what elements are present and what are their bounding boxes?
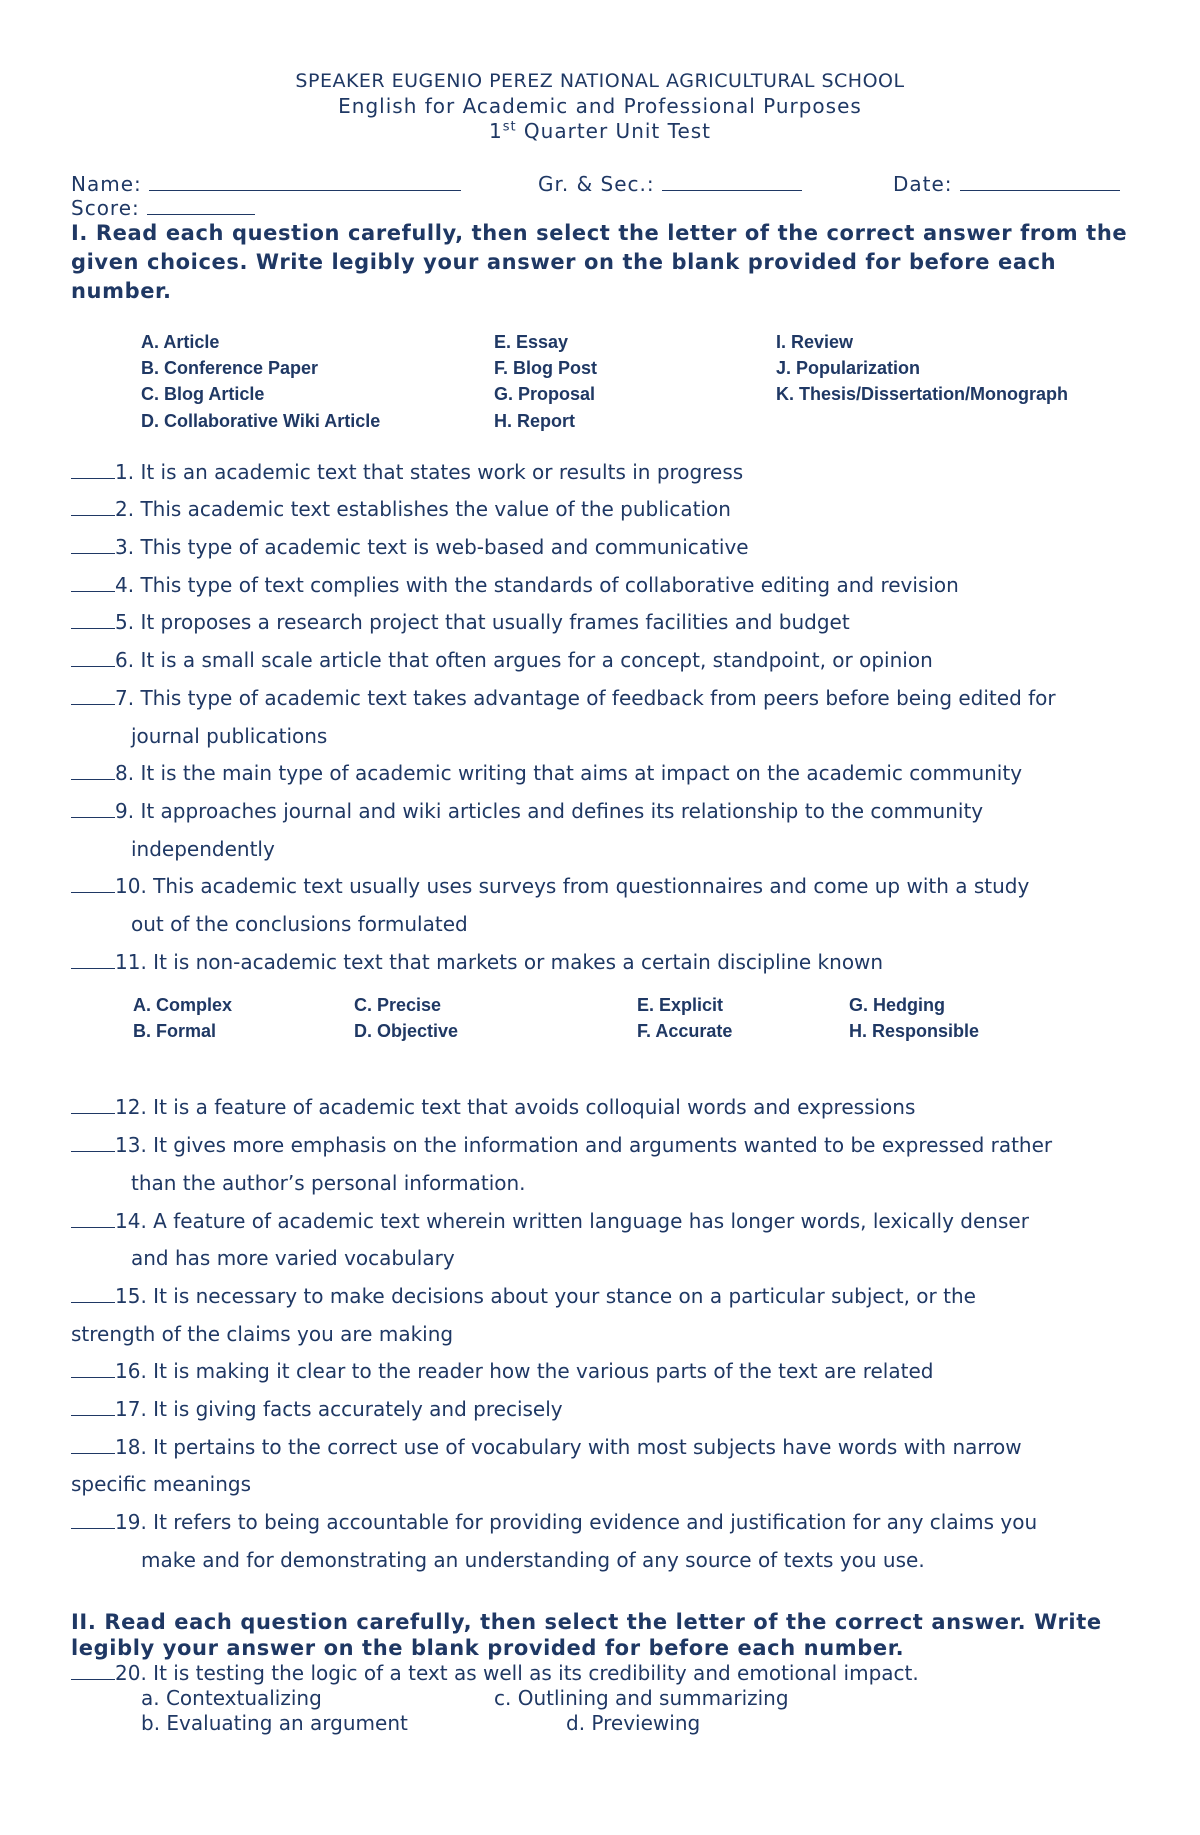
choice-e-essay: E. Essay (494, 332, 569, 352)
choice-b-conference-paper: B. Conference Paper (141, 358, 319, 378)
choice-k-thesis: K. Thesis/Dissertation/Monograph (776, 384, 1069, 404)
answer-blank-2[interactable] (71, 498, 115, 516)
choice-j-popularization: J. Popularization (776, 358, 921, 378)
question-18-text: 18. It pertains to the correct use of vocabulary with most subjects have words with narrow (115, 1435, 1022, 1459)
question-13-continuation: than the author’s personal information. (131, 1171, 526, 1195)
question-8 (71, 761, 1022, 785)
question-7-text: 7. This type of academic text takes advantage of feedback from peers before being edited for (115, 686, 1056, 710)
answer-blank-13[interactable] (71, 1134, 115, 1152)
question-14-text: 14. A feature of academic text wherein written language has longer words, lexically denser (115, 1209, 1029, 1233)
feature-b-formal: B. Formal (133, 1021, 217, 1041)
choice-d-collaborative-wiki: D. Collaborative Wiki Article (141, 411, 381, 431)
question-13-text: 13. It gives more emphasis on the information and arguments wanted to be expressed rather (115, 1133, 1053, 1157)
question-6-text: 6. It is a small scale article that often argues for a concept, standpoint, or opinion (115, 648, 933, 672)
question-6 (71, 648, 933, 672)
part2-instruction: II. Read each question carefully, then select the letter of the correct answer. Write legibly your answer on the blank provided for before each number. (71, 1610, 1102, 1660)
answer-blank-8[interactable] (71, 762, 115, 780)
question-9-continuation: independently (131, 837, 275, 861)
question-10 (71, 874, 1029, 898)
question-17 (71, 1397, 563, 1421)
answer-blank-17[interactable] (71, 1398, 115, 1416)
question-1 (71, 460, 743, 484)
answer-blank-20[interactable] (71, 1662, 115, 1680)
quarter-number: 1 (488, 119, 503, 143)
question-19 (71, 1510, 1037, 1534)
choice-c-blog-article: C. Blog Article (141, 384, 265, 404)
quarter-text: Quarter Unit Test (516, 119, 712, 143)
question-4-text: 4. This type of text complies with the standards of collaborative editing and revision (115, 573, 959, 597)
answer-blank-6[interactable] (71, 649, 115, 667)
question-1-text: 1. It is an academic text that states work or results in progress (115, 460, 744, 484)
grade-section-field (538, 172, 802, 196)
question-20-text: 20. It is testing the logic of a text as well as its credibility and emotional impact. (115, 1661, 919, 1685)
question-12 (71, 1095, 915, 1119)
answer-blank-3[interactable] (71, 536, 115, 554)
feature-e-explicit: E. Explicit (637, 995, 724, 1015)
question-11 (71, 950, 883, 974)
answer-blank-11[interactable] (71, 951, 115, 969)
question-18 (71, 1435, 1022, 1459)
question-9-text: 9. It approaches journal and wiki articles and defines its relationship to the community (115, 799, 984, 823)
feature-d-objective: D. Objective (354, 1021, 459, 1041)
question-4 (71, 573, 959, 597)
question-19-continuation: make and for demonstrating an understanding of any source of texts you use. (141, 1548, 925, 1572)
question-18-continuation: specific meanings (71, 1472, 251, 1496)
date-blank[interactable] (960, 173, 1120, 191)
question-16 (71, 1359, 933, 1383)
question-15-text: 15. It is necessary to make decisions about your stance on a particular subject, or the (115, 1284, 976, 1308)
question-9 (71, 799, 983, 823)
answer-blank-1[interactable] (71, 461, 115, 479)
choice-g-proposal: G. Proposal (494, 384, 596, 404)
feature-f-accurate: F. Accurate (637, 1021, 733, 1041)
feature-g-hedging: G. Hedging (849, 995, 945, 1015)
date-field (893, 172, 1120, 196)
name-label: Name: (71, 172, 142, 196)
question-10-continuation: out of the conclusions formulated (131, 912, 468, 936)
feature-h-responsible: H. Responsible (849, 1021, 980, 1041)
question-2 (71, 497, 731, 521)
question-19-text: 19. It refers to being accountable for providing evidence and justification for any claims you (115, 1510, 1038, 1534)
question-13 (71, 1133, 1052, 1157)
question-11-text: 11. It is non-academic text that markets or makes a certain discipline known (115, 950, 884, 974)
question-15-continuation: strength of the claims you are making (71, 1322, 454, 1346)
score-blank[interactable] (147, 197, 255, 215)
question-7 (71, 686, 1056, 710)
option-d: d. Previewing (566, 1711, 701, 1735)
option-b: b. Evaluating an argument (141, 1711, 408, 1735)
question-3 (71, 535, 749, 559)
subject-title: English for Academic and Professional Purposes (338, 94, 862, 118)
option-a: a. Contextualizing (141, 1686, 322, 1710)
date-label: Date: (893, 172, 953, 196)
question-16-text: 16. It is making it clear to the reader how the various parts of the text are related (115, 1359, 934, 1383)
option-c: c. Outlining and summarizing (494, 1686, 789, 1710)
answer-blank-12[interactable] (71, 1096, 115, 1114)
question-5 (71, 610, 850, 634)
answer-blank-16[interactable] (71, 1360, 115, 1378)
quarter-title (0, 119, 1200, 143)
feature-c-precise: C. Precise (354, 995, 442, 1015)
answer-blank-5[interactable] (71, 611, 115, 629)
question-12-text: 12. It is a feature of academic text that avoids colloquial words and expressions (115, 1095, 916, 1119)
question-17-text: 17. It is giving facts accurately and precisely (115, 1397, 563, 1421)
question-15 (71, 1284, 976, 1308)
question-5-text: 5. It proposes a research project that usually frames facilities and budget (115, 610, 850, 634)
question-8-text: 8. It is the main type of academic writing that aims at impact on the academic community (115, 761, 1023, 785)
feature-a-complex: A. Complex (133, 995, 233, 1015)
choice-a-article: A. Article (141, 332, 220, 352)
answer-blank-14[interactable] (71, 1210, 115, 1228)
grade-section-blank[interactable] (662, 173, 802, 191)
answer-blank-15[interactable] (71, 1285, 115, 1303)
score-label: Score: (71, 196, 140, 220)
question-7-continuation: journal publications (131, 724, 328, 748)
part1-instruction: I. Read each question carefully, then select the letter of the correct answer from the given choices. Write legibly your answer on the blank provided for before each number. (71, 221, 1128, 303)
grade-section-label: Gr. & Sec.: (538, 172, 655, 196)
quarter-suffix: st (502, 119, 517, 135)
name-blank[interactable] (149, 173, 461, 191)
choice-h-report: H. Report (494, 411, 575, 431)
answer-blank-9[interactable] (71, 800, 115, 818)
answer-blank-19[interactable] (71, 1511, 115, 1529)
question-2-text: 2. This academic text establishes the value of the publication (115, 497, 731, 521)
question-14 (71, 1209, 1029, 1233)
name-field (71, 172, 461, 196)
answer-blank-10[interactable] (71, 875, 115, 893)
question-3-text: 3. This type of academic text is web-based and communicative (115, 535, 749, 559)
answer-blank-7[interactable] (71, 687, 115, 705)
score-field (71, 196, 255, 220)
question-14-continuation: and has more varied vocabulary (131, 1246, 455, 1270)
question-20 (71, 1661, 919, 1685)
school-name: SPEAKER EUGENIO PEREZ NATIONAL AGRICULTURAL SCHOOL (295, 70, 905, 92)
answer-blank-18[interactable] (71, 1436, 115, 1454)
choice-i-review: I. Review (776, 332, 854, 352)
question-10-text: 10. This academic text usually uses surveys from questionnaires and come up with a study (115, 874, 1030, 898)
answer-blank-4[interactable] (71, 574, 115, 592)
choice-f-blog-post: F. Blog Post (494, 358, 597, 378)
